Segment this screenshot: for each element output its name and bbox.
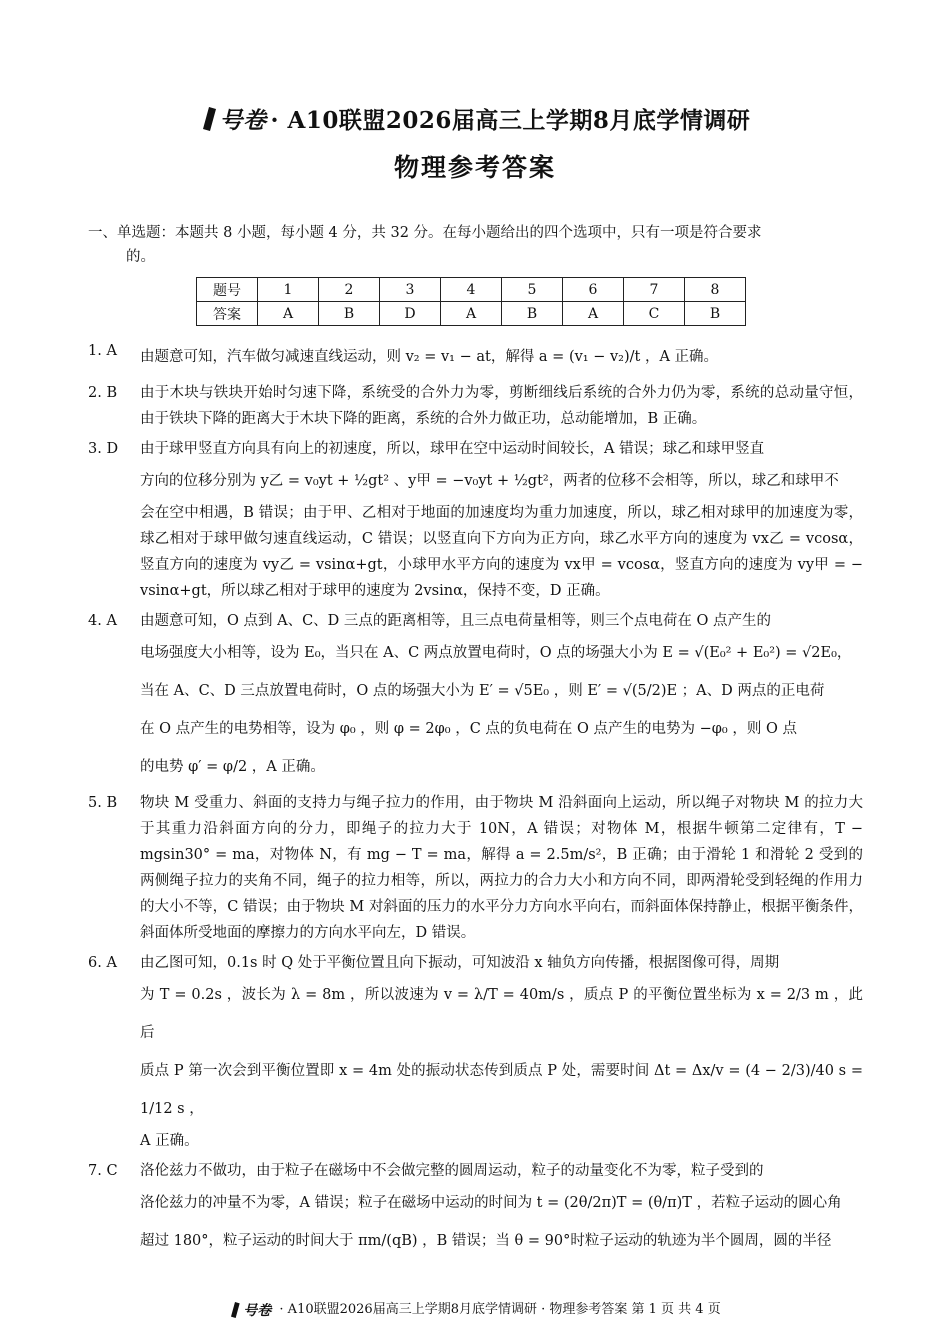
- item-text: 物块 M 受重力、斜面的支持力与绳子拉力的作用，由于物块 M 沿斜面向上运动，所以绳子对物块 M 的拉力大于其重力沿斜面方向的分力，即绳子的拉力大于 10N，A 错误；对物体 M，根据牛顿第二定律有，T − mgsin30° = ma，对物体 N，有 mg − T = ma，解得 a = 2.5m/s²，B 正确；由于滑轮 1 和滑轮 2 受到的两侧绳子拉力的夹角不同，绳子的拉力相等，所以，两拉力的合力大小和方向不同，即两滑轮受到轻绳的作用力的大小不等，C 错误；由于物块 M 对斜面的压力的水平分力方向水平向右，而斜面体保持静止，根据平衡条件，斜面体所受地面的摩擦力的方向水平向左，D 错误。: [140, 795, 863, 941]
- item-number: 6. A: [88, 955, 117, 971]
- solution-item: [88, 950, 863, 1154]
- title-text: · A10联盟2026届高三上学期8月底学情调研: [270, 107, 751, 134]
- table-cell: 4: [441, 278, 502, 302]
- solution-item: [88, 1158, 863, 1260]
- page-title: [200, 102, 751, 135]
- table-cell: A: [563, 302, 624, 326]
- table-cell: A: [258, 302, 319, 326]
- item-text: 洛伦兹力不做功，由于粒子在磁场中不会做完整的圆周运动，粒子的动量变化不为零，粒子受到的 洛伦兹力的冲量不为零，A 错误；粒子在磁场中运动的时间为 t = (2θ/2π)T = (θ/π)T ，若粒子运动的圆心角 超过 180°，粒子运动的时间大于 πm/(qB) ，B 错误；当 θ = 90°时粒子运动的轨迹为半个圆周，圆的半径: [140, 1163, 842, 1249]
- item-number: 4. A: [88, 613, 117, 629]
- page-subtitle: 物理参考答案: [393, 152, 556, 182]
- footer-text: · A10联盟2026届高三上学期8月底学情调研 · 物理参考答案 第 1 页 共 4 页: [279, 1302, 721, 1317]
- solution-item: [88, 380, 863, 432]
- solution-item: [88, 608, 863, 786]
- table-cell: 8: [685, 278, 746, 302]
- table-cell: 6: [563, 278, 624, 302]
- section-heading-line2: 的。: [126, 249, 155, 265]
- table-cell: D: [380, 302, 441, 326]
- row-label: 答案: [197, 302, 258, 326]
- item-text: 由题意可知，O 点到 A、C、D 三点的距离相等，且三点电荷量相等，则三个点电荷在 O 点产生的 电场强度大小相等，设为 E₀，当只在 A、C 两点放置电荷时，O 点的场强大小为 E = √(E₀² + E₀²) = √2E₀， 当在 A、C、D 三点放置电荷时，O 点的场强大小为 E′ = √5E₀ ，则 E′ = √(5/2)E ；A、D 两点的正电荷 在 O 点产生的电势相等，设为 φ₀ ，则 φ = 2φ₀ ，C 点的负电荷在 O 点产生的电势为 −φ₀ ，则 O 点 的电势 φ′ = φ/2 ，A 正确。: [140, 613, 852, 775]
- table-cell: C: [624, 302, 685, 326]
- table-cell: 2: [319, 278, 380, 302]
- answer-table-row-answers: [197, 302, 746, 326]
- item-number: 2. B: [88, 385, 118, 401]
- table-cell: 5: [502, 278, 563, 302]
- table-cell: 1: [258, 278, 319, 302]
- row-label: 题号: [197, 278, 258, 302]
- item-text: 由乙图可知，0.1s 时 Q 处于平衡位置且向下振动，可知波沿 x 轴负方向传播，根据图像可得，周期 为 T = 0.2s ，波长为 λ = 8m ，所以波速为 v = λ/T = 40m/s ，质点 P 的平衡位置坐标为 x = 2/3 m ，此后 质点 P 第一次会到平衡位置即 x = 4m 处的振动状态传到质点 P 处，需要时间 Δt = Δx/v = (4 − 2/3)/40 s = 1/12 s ， A 正确。: [140, 955, 863, 1149]
- solution-item: [88, 790, 863, 946]
- table-cell: B: [685, 302, 746, 326]
- footer-logo-text: 号卷: [243, 1302, 272, 1319]
- item-number: 7. C: [88, 1163, 118, 1179]
- header: [0, 102, 950, 184]
- item-text: 由于木块与铁块开始时匀速下降，系统受的合外力为零，剪断细线后系统的合外力仍为零，系统的总动量守恒，由于铁块下降的距离大于木块下降的距离，系统的合外力做正功，总动能增加，B 正确。: [140, 385, 863, 427]
- table-cell: A: [441, 302, 502, 326]
- logo: [200, 102, 267, 135]
- solutions-list: [88, 338, 863, 1264]
- solution-item: [88, 436, 863, 604]
- table-cell: 3: [380, 278, 441, 302]
- section-heading-line1: 一、单选题：本题共 8 小题，每小题 4 分，共 32 分。在每小题给出的四个选项中，只有一项是符合要求: [88, 225, 762, 241]
- brush-stroke-icon: [200, 106, 218, 132]
- table-cell: 7: [624, 278, 685, 302]
- footer: [0, 1298, 950, 1320]
- item-text: 由于球甲竖直方向具有向上的初速度，所以，球甲在空中运动时间较长，A 错误；球乙和球甲竖直 方向的位移分别为 y乙 = v₀yt + ½gt² 、y甲 = −v₀yt + ½gt²，两者的位移不会相等，所以，球乙和球甲不 会在空中相遇，B 错误；由于甲、乙相对于地面的加速度均为重力加速度，所以，球乙相对球甲的加速度为零，球乙相对于球甲做匀速直线运动，C 错误；以竖直向下方向为正方向，球乙水平方向的速度为 vx乙 = vcosα，竖直方向的速度为 vy乙 = vsinα+gt，小球甲水平方向的速度为 vx甲 = vcosα，竖直方向的速度为 vy甲 = − vsinα+gt，所以球乙相对于球甲的速度为 2vsinα，保持不变，D 正确。: [140, 441, 863, 599]
- brush-stroke-icon: [229, 1301, 241, 1319]
- answer-table-row-numbers: [197, 278, 746, 302]
- table-cell: B: [319, 302, 380, 326]
- logo-text: 号卷: [219, 107, 267, 134]
- solution-item: [88, 338, 863, 376]
- table-cell: B: [502, 302, 563, 326]
- section-heading: [88, 221, 868, 269]
- footer-logo: [229, 1300, 271, 1320]
- item-number: 5. B: [88, 795, 118, 811]
- item-number: 3. D: [88, 441, 119, 457]
- answer-table: [196, 277, 746, 326]
- item-text: 由题意可知，汽车做匀减速直线运动，则 v₂ = v₁ − at，解得 a = (v₁ − v₂)/t ，A 正确。: [140, 349, 719, 365]
- item-number: 1. A: [88, 343, 117, 359]
